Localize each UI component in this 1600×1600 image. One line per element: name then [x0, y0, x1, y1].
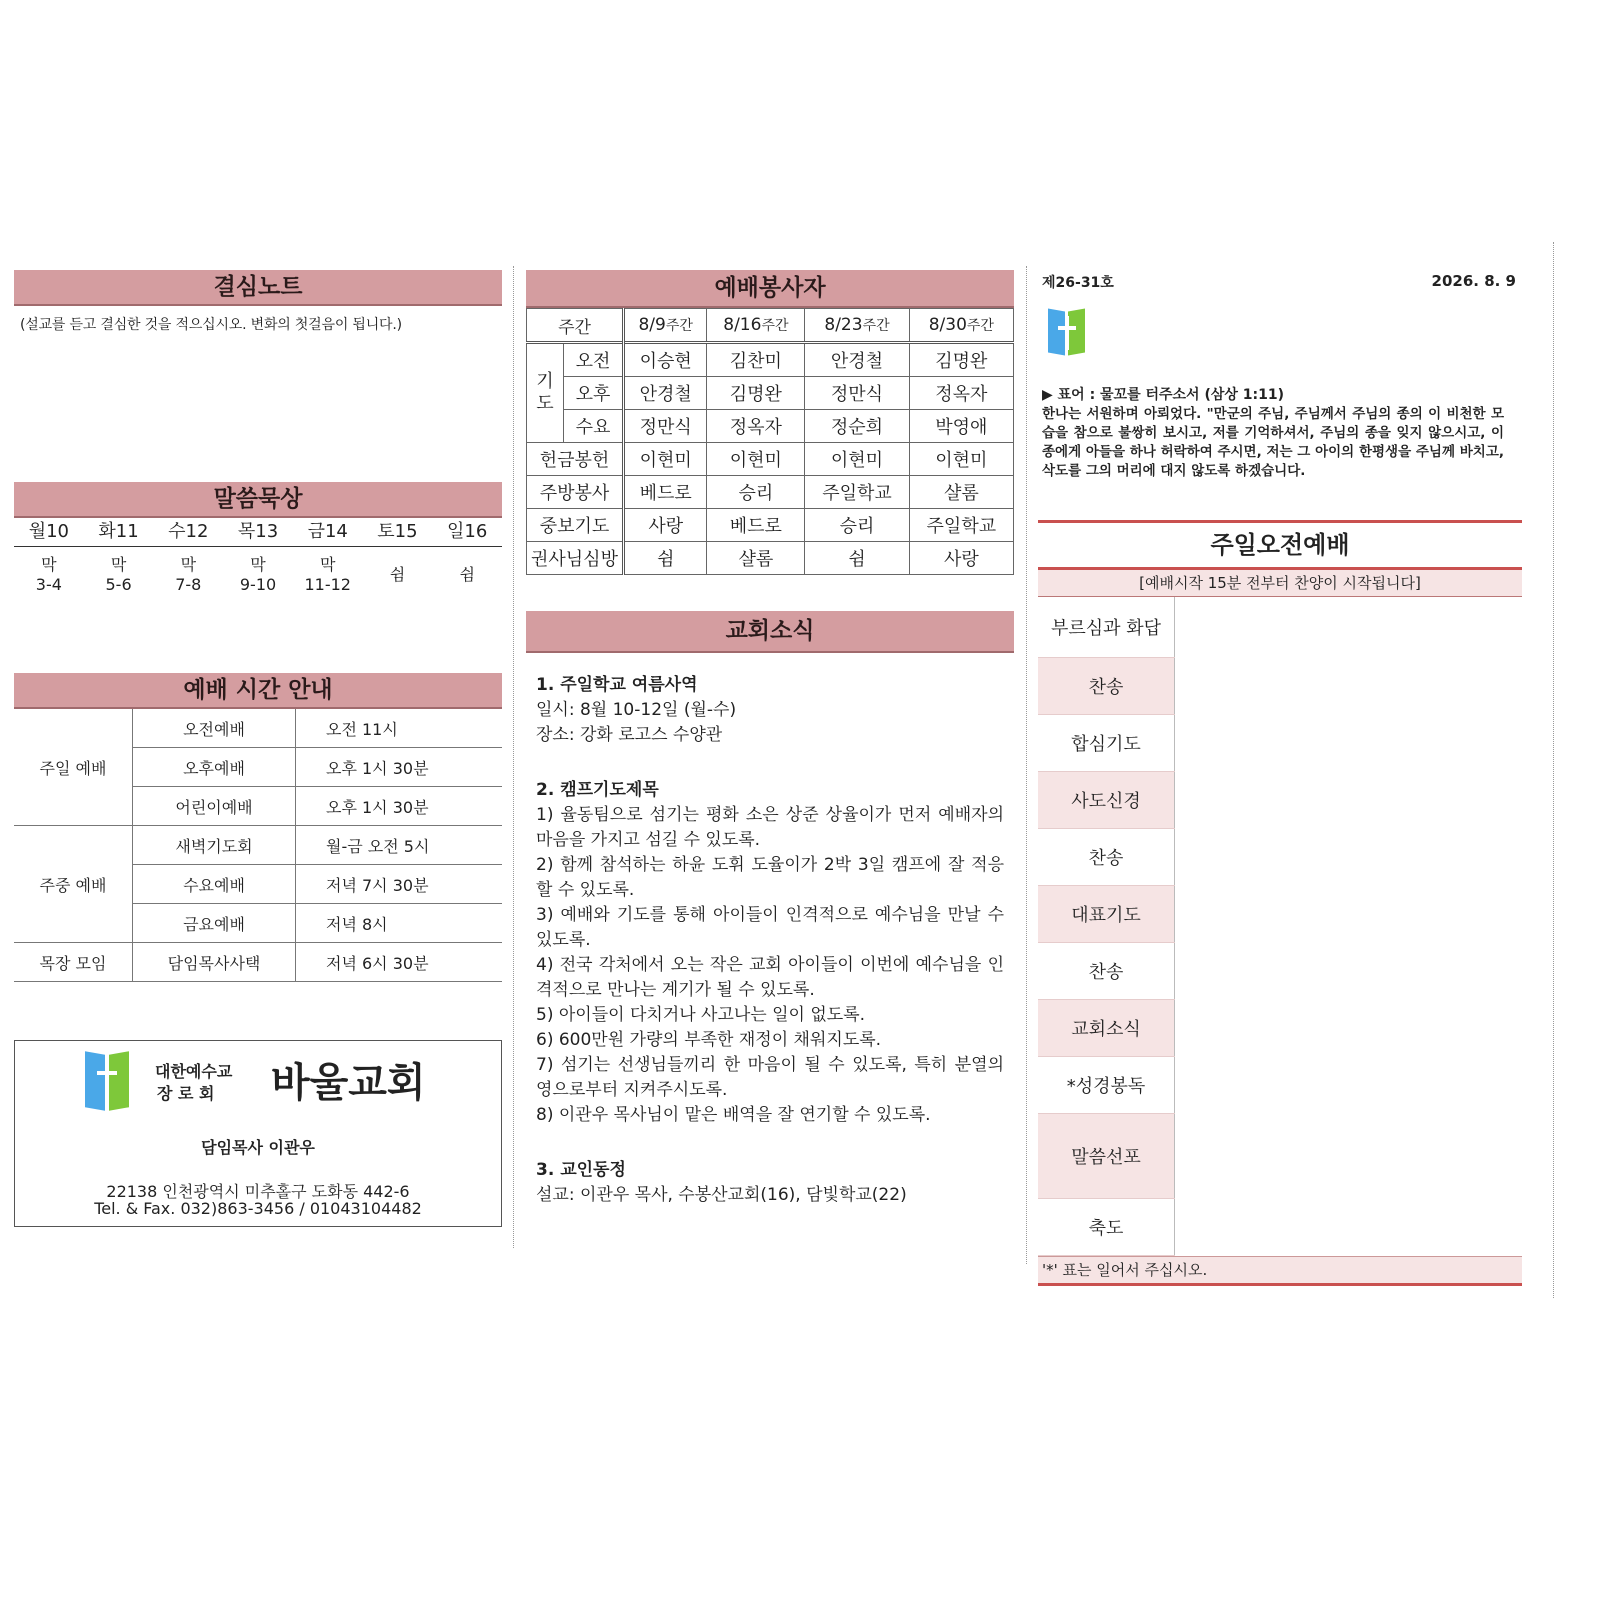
- week-date: 8/16: [723, 315, 762, 335]
- service-order-blank: [1175, 829, 1523, 886]
- servants-row: [527, 377, 1014, 410]
- reading-book: 막: [41, 555, 57, 574]
- servant-name: 승리: [805, 509, 909, 542]
- news-line: 4) 전국 각처에서 오는 작은 교회 아이들이 이번에 예수님을 인격적으로 만나는 계기가 될 수 있도록.: [536, 955, 1004, 1000]
- service-order-row: [1038, 1114, 1522, 1199]
- service-order-blank: [1175, 772, 1523, 829]
- worship-times-table: [14, 709, 502, 982]
- servant-name: 안경철: [624, 377, 707, 410]
- church-name: 바울교회: [271, 1060, 426, 1106]
- servants-week-row: [527, 309, 1014, 343]
- worship-time: 오전 11시: [296, 709, 503, 748]
- service-order-item: 합심기도: [1038, 715, 1175, 772]
- worship-time-row: [14, 709, 502, 748]
- worship-time-row: [14, 826, 502, 865]
- week-date: 8/23: [824, 315, 863, 335]
- service-order-blank: [1175, 1114, 1523, 1199]
- reading-book: 막: [110, 555, 127, 574]
- sunday-service: [1038, 520, 1522, 1286]
- servant-name: 김명완: [909, 343, 1013, 377]
- servants-row-label: 수요: [564, 410, 624, 443]
- servants-row-label: 권사님심방: [527, 542, 624, 575]
- service-order-row: [1038, 597, 1522, 658]
- service-order-item: *성경봉독: [1038, 1057, 1175, 1114]
- meditation-reading: [432, 547, 502, 603]
- week-label: [624, 309, 707, 343]
- motto-text: 한나는 서원하며 아뢰었다. "만군의 주님, 주님께서 주님의 종의 이 비천한 모습을 참으로 불쌍히 보시고, 저를 기억하셔서, 주님의 종을 잊지 않으시고, 이 종에게 아들을 하나 허락하여 주시면, 저는 그 아이의 한평생을 주님께 바치고, 삭도를 그의 머리에 대지 않도록 하겠습니다.: [1042, 406, 1504, 479]
- servant-name: 쉼: [805, 542, 909, 575]
- news-item: [536, 778, 1004, 1128]
- servants-row: [527, 509, 1014, 542]
- servants-row: [527, 476, 1014, 509]
- news-item-title: 3. 교인동정: [536, 1160, 626, 1180]
- meditation-day: 목13: [237, 521, 279, 542]
- service-order-row: [1038, 1199, 1522, 1256]
- service-order-item: 찬송: [1038, 658, 1175, 715]
- service-order-blank: [1175, 1000, 1523, 1057]
- servants-row: [527, 410, 1014, 443]
- worship-name: 어린이예배: [133, 787, 296, 826]
- servants-row: [527, 343, 1014, 377]
- worship-group: 목장 모임: [14, 943, 133, 982]
- service-order: [1038, 597, 1522, 1256]
- worship-name: 금요예배: [133, 904, 296, 943]
- servant-name: 안경철: [805, 343, 909, 377]
- news-line: 6) 600만원 가량의 부족한 재정이 채워지도록.: [536, 1030, 882, 1050]
- service-order-item: 말씀선포: [1038, 1114, 1175, 1199]
- week-head: 주간: [527, 309, 624, 343]
- meditation-day: 토15: [377, 521, 418, 542]
- service-order-blank: [1175, 597, 1523, 658]
- news-line: 장소: 강화 로고스 수양관: [536, 725, 723, 745]
- meditation-day: 수12: [168, 521, 209, 542]
- reading-chapters: 3-4: [35, 575, 62, 594]
- service-order-blank: [1175, 886, 1523, 943]
- meditation-readings: [14, 547, 502, 603]
- church-tel: Tel. & Fax. 032)863-3456 / 01043104482: [94, 1199, 422, 1218]
- service-footnote: '*' 표는 일어서 주십시오.: [1038, 1256, 1522, 1286]
- worship-group: 주중 예배: [14, 826, 133, 943]
- week-label: [707, 309, 805, 343]
- worship-name: 수요예배: [133, 865, 296, 904]
- service-order-item: 대표기도: [1038, 886, 1175, 943]
- servants-row-label: 주방봉사: [527, 476, 624, 509]
- service-order-item: 축도: [1038, 1199, 1175, 1256]
- servants-row: [527, 443, 1014, 476]
- prayer-label: 기 도: [527, 343, 564, 443]
- church-logo-small: [1048, 308, 1090, 358]
- service-title: 주일오전예배: [1038, 520, 1522, 570]
- church-news: [526, 673, 1014, 1208]
- service-order-row: [1038, 1000, 1522, 1057]
- meditation-days: [14, 518, 502, 547]
- decision-note-writing-area[interactable]: [14, 334, 502, 482]
- service-order-blank: [1175, 943, 1523, 1000]
- service-order-row: [1038, 886, 1522, 943]
- servant-name: 김명완: [707, 377, 805, 410]
- servant-name: 주일학교: [805, 476, 909, 509]
- reading-chapters: 9-10: [239, 575, 277, 594]
- news-line: 2) 함께 참석하는 하윤 도휘 도율이가 2박 3일 캠프에 잘 적응할 수 있도록.: [536, 855, 1004, 900]
- reading-book: 쉼: [389, 565, 406, 584]
- week-suffix: 주간: [862, 318, 890, 334]
- meditation-reading: [293, 547, 363, 603]
- meditation-day: 일16: [447, 521, 488, 542]
- column-divider-2: [1026, 266, 1027, 1264]
- servant-name: 샬롬: [707, 542, 805, 575]
- meditation-reading: [223, 547, 293, 603]
- worship-time: 저녁 6시 30분: [296, 943, 503, 982]
- meditation-day: 화11: [98, 521, 139, 542]
- column-divider-1: [513, 266, 514, 1248]
- meditation-day: 월10: [28, 521, 69, 542]
- service-order-blank: [1175, 658, 1523, 715]
- reading-book: 막: [250, 555, 266, 574]
- news-header: 교회소식: [526, 611, 1014, 653]
- service-note: [예배시작 15분 전부터 찬양이 시작됩니다]: [1038, 570, 1522, 597]
- middle-column: [526, 270, 1014, 1208]
- worship-time: 오후 1시 30분: [296, 787, 503, 826]
- service-order-blank: [1175, 715, 1523, 772]
- worship-times-header: 예배 시간 안내: [14, 673, 502, 709]
- worship-time: 오후 1시 30분: [296, 748, 503, 787]
- servant-name: 김찬미: [707, 343, 805, 377]
- servant-name: 이승현: [624, 343, 707, 377]
- worship-group: 주일 예배: [14, 709, 133, 826]
- news-line: 8) 이관우 목사님이 맡은 배역을 잘 연기할 수 있도록.: [536, 1105, 931, 1125]
- service-order-item: 사도신경: [1038, 772, 1175, 829]
- week-suffix: 주간: [966, 318, 994, 334]
- servants-row-label: 오후: [564, 377, 624, 410]
- meditation-day: 금14: [307, 521, 348, 542]
- servants-row-label: 헌금봉헌: [527, 443, 624, 476]
- reading-chapters: 5-6: [105, 575, 132, 594]
- news-item: [536, 673, 1004, 748]
- church-info-card: [14, 1040, 502, 1227]
- meditation-reading: [363, 547, 433, 603]
- reading-chapters: 11-12: [304, 575, 351, 594]
- news-line: 1) 율동팀으로 섬기는 평화 소은 상준 상율이가 먼저 예배자의 마음을 가지고 섬길 수 있도록.: [536, 805, 1004, 850]
- service-order-blank: [1175, 1199, 1523, 1256]
- servants-row: [527, 542, 1014, 575]
- church-logo: [85, 1051, 133, 1111]
- servants-table: [526, 308, 1014, 575]
- service-order-row: [1038, 772, 1522, 829]
- servants-row-label: 중보기도: [527, 509, 624, 542]
- worship-name: 담임목사사택: [133, 943, 296, 982]
- pastor-name: 담임목사 이관우: [201, 1138, 315, 1157]
- servant-name: 정옥자: [707, 410, 805, 443]
- servant-name: 베드로: [624, 476, 707, 509]
- service-order-row: [1038, 715, 1522, 772]
- news-line: 3) 예배와 기도를 통해 아이들이 인격적으로 예수님을 만날 수 있도록.: [536, 905, 1004, 950]
- news-item-title: 2. 캠프기도제목: [536, 780, 659, 800]
- servant-name: 이현미: [707, 443, 805, 476]
- decision-note-instruction: (설교를 듣고 결심한 것을 적으십시오. 변화의 첫걸음이 됩니다.): [20, 317, 402, 333]
- week-suffix: 주간: [761, 318, 789, 334]
- week-date: 8/30: [928, 315, 967, 335]
- church-address: 22138 인천광역시 미추홀구 도화동 442-6: [106, 1182, 410, 1201]
- servant-name: 사랑: [909, 542, 1013, 575]
- reading-book: 막: [180, 555, 197, 574]
- news-line: 일시: 8월 10-12일 (월-수): [536, 700, 737, 720]
- servants-row-label: 오전: [564, 343, 624, 377]
- servant-name: 주일학교: [909, 509, 1013, 542]
- servant-name: 박영애: [909, 410, 1013, 443]
- service-order-row: [1038, 943, 1522, 1000]
- meditation-header: 말씀묵상: [14, 482, 502, 518]
- news-line: 7) 섬기는 선생님들끼리 한 마음이 될 수 있도록, 특히 분열의 영으로부터 지켜주시도록.: [536, 1055, 1004, 1100]
- servant-name: 쉼: [624, 542, 707, 575]
- service-order-row: [1038, 1057, 1522, 1114]
- servant-name: 이현미: [805, 443, 909, 476]
- reading-book: 막: [320, 555, 336, 574]
- denomination-line-2: 장 로 회: [157, 1084, 215, 1103]
- service-order-item: 부르심과 화답: [1038, 597, 1175, 658]
- service-order-item: 찬송: [1038, 829, 1175, 886]
- news-line: 5) 아이들이 다치거나 사고나는 일이 없도록.: [536, 1005, 866, 1025]
- news-item: [536, 1158, 1004, 1208]
- week-suffix: 주간: [665, 318, 693, 334]
- week-date: 8/9: [638, 315, 666, 335]
- reading-book: 쉼: [459, 565, 475, 584]
- worship-name: 새벽기도회: [133, 826, 296, 865]
- servant-name: 승리: [707, 476, 805, 509]
- week-label: [805, 309, 909, 343]
- bulletin-date: 2026. 8. 9: [1431, 272, 1516, 290]
- servant-name: 정순희: [805, 410, 909, 443]
- service-order-item: 교회소식: [1038, 1000, 1175, 1057]
- worship-name: 오전예배: [133, 709, 296, 748]
- worship-time: 저녁 8시: [296, 904, 503, 943]
- reading-chapters: 7-8: [175, 575, 202, 594]
- service-order-blank: [1175, 1057, 1523, 1114]
- week-label: [909, 309, 1013, 343]
- meditation-reading: [153, 547, 223, 603]
- servants-header: 예배봉사자: [526, 270, 1014, 308]
- servant-name: 이현미: [909, 443, 1013, 476]
- servant-name: 정만식: [624, 410, 707, 443]
- denomination-line-1: 대한예수교: [155, 1062, 233, 1081]
- news-line: 설교: 이관우 목사, 수봉산교회(16), 담빛학교(22): [536, 1185, 907, 1205]
- servant-name: 샬롬: [909, 476, 1013, 509]
- service-order-row: [1038, 829, 1522, 886]
- servant-name: 이현미: [624, 443, 707, 476]
- issue-number: 제26-31호: [1042, 275, 1114, 291]
- servant-name: 사랑: [624, 509, 707, 542]
- worship-name: 오후예배: [133, 748, 296, 787]
- servant-name: 정옥자: [909, 377, 1013, 410]
- service-order-row: [1038, 658, 1522, 715]
- motto-title: ▶ 표어 : 물꼬를 터주소서 (삼상 1:11): [1042, 387, 1284, 403]
- servant-name: 베드로: [707, 509, 805, 542]
- meditation-reading: [84, 547, 154, 603]
- meditation-reading: [14, 547, 84, 603]
- decision-note-header: 결심노트: [14, 270, 502, 306]
- servant-name: 정만식: [805, 377, 909, 410]
- worship-time: 월-금 오전 5시: [296, 826, 503, 865]
- service-order-item: 찬송: [1038, 943, 1175, 1000]
- page-edge-right: [1553, 242, 1554, 1298]
- news-item-title: 1. 주일학교 여름사역: [536, 675, 698, 695]
- worship-time-row: [14, 943, 502, 982]
- worship-time: 저녁 7시 30분: [296, 865, 503, 904]
- left-column: [14, 270, 502, 1227]
